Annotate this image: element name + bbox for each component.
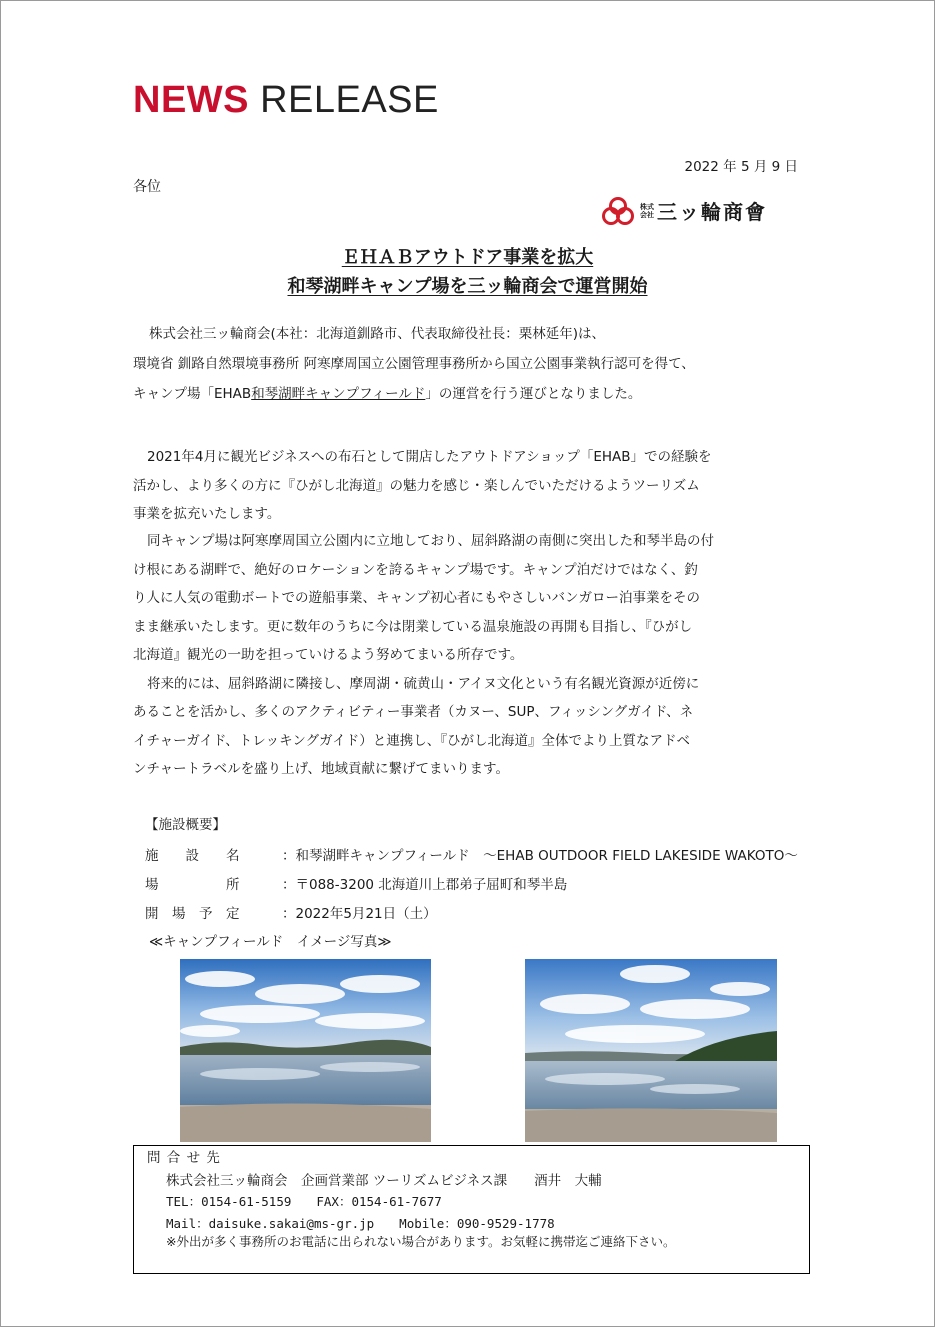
logo-corp-label: 株式 会社 [640,202,654,219]
title-line-2: 和琴湖畔キャンプ場を三ッ輪商会で運営開始 [287,276,648,297]
body-line: 活かし、より多くの方に『ひがし北海道』の魅力を感じ・楽しんでいただけるようツーリズム [133,478,700,494]
facility-value: ：和琴湖畔キャンプフィールド ～EHAB OUTDOOR FIELD LAKESIDE WAKOTO～ [282,848,798,864]
body-line: り人に人気の電動ボートでの遊船事業、キャンプ初心者にもやさしいバンガロー泊事業をその [133,590,700,606]
news-release-header [133,78,439,122]
body-line: あることを活かし、多くのアクティビティー事業者（カヌー、SUP、フィッシングガイド、ネ [133,704,694,720]
facility-label: 開 場 予 定 [145,906,240,922]
intro-line-3: キャンプ場「EHAB和琴湖畔キャンプフィールド」の運営を行う運びとなりました。 [133,386,642,402]
contact-note: ※外出が多く事務所のお電話に出られない場合があります。お気軽に携帯迄ご連絡下さい。 [166,1234,676,1249]
body-line: 2021年4月に観光ビジネスへの布石として開店したアウトドアショップ「EHAB」での経験を [147,449,712,465]
contact-box [133,1145,810,1274]
body-line: 同キャンプ場は阿寒摩周国立公園内に立地しており、屈斜路湖の南側に突出した和琴半島の付 [147,533,714,549]
company-logo [602,196,767,225]
release-word: RELEASE [260,79,439,121]
contact-person: 株式会社三ッ輪商会 企画営業部 ツーリズムビジネス課 酒井 大輔 [166,1173,602,1189]
mitsuwa-rings-icon [602,197,634,225]
facility-label: 施 設 名 [145,848,240,864]
body-line: ンチャートラベルを盛り上げ、地域貢献に繋げてまいります。 [133,761,509,777]
facility-value: ：2022年5月21日（土） [282,906,437,922]
body-line: イチャーガイド、トレッキングガイド）と連携し、『ひがし北海道』全体でより上質なアドベ [133,733,691,749]
title-line-1: ＥＨＡＢアウトドア事業を拡大 [341,247,594,268]
lake-photo-2 [525,959,777,1142]
body-line: 北海道』観光の一助を担っていけるよう努めてまいる所存です。 [133,647,524,663]
body-line: け根にある湖畔で、絶好のロケーションを誇るキャンプ場です。キャンプ泊だけではなく、釣 [133,562,698,578]
lake-photo-1 [180,959,431,1142]
body-line: 将来的には、屈斜路湖に隣接し、摩周湖・硫黄山・アイヌ文化という有名観光資源が近傍に [147,676,700,692]
facility-heading: 【施設概要】 [145,817,226,833]
facility-value: ：〒088-3200 北海道川上郡弟子屈町和琴半島 [282,877,568,893]
camp-name-underlined: 和琴湖畔キャンプフィールド [251,386,426,402]
facility-row-address [145,873,567,893]
release-date: 2022 年 5 月 9 日 [684,159,798,175]
intro-line-2: 環境省 釧路自然環境事務所 阿寒摩周国立公園管理事務所から国立公園事業執行認可を得て、 [133,356,695,372]
contact-heading: 問 合 せ 先 [147,1150,221,1166]
facility-label: 場 所 [145,877,240,893]
body-line: 事業を拡充いたします。 [133,506,281,522]
addressee: 各位 [133,179,161,195]
news-word: NEWS [133,79,249,121]
body-line: まま継承いたします。更に数年のうちに今は閉業している温泉施設の再開も目指し、『ひがし [133,619,693,635]
logo-company-name: 三ッ輪商會 [657,200,767,224]
facility-row-name [145,844,798,864]
intro-line-1: 株式会社三ッ輪商会(本社：北海道釧路市、代表取締役社長：栗林延年)は、 [149,326,606,342]
facility-row-opening [145,902,437,922]
contact-phone-fax: TEL：0154-61-5159 FAX：0154-61-7677 [166,1194,442,1209]
photo-caption: ≪キャンプフィールド イメージ写真≫ [149,934,392,950]
contact-mail-mobile: Mail：daisuke.sakai@ms-gr.jp Mobile：090-9529-1778 [166,1216,555,1231]
